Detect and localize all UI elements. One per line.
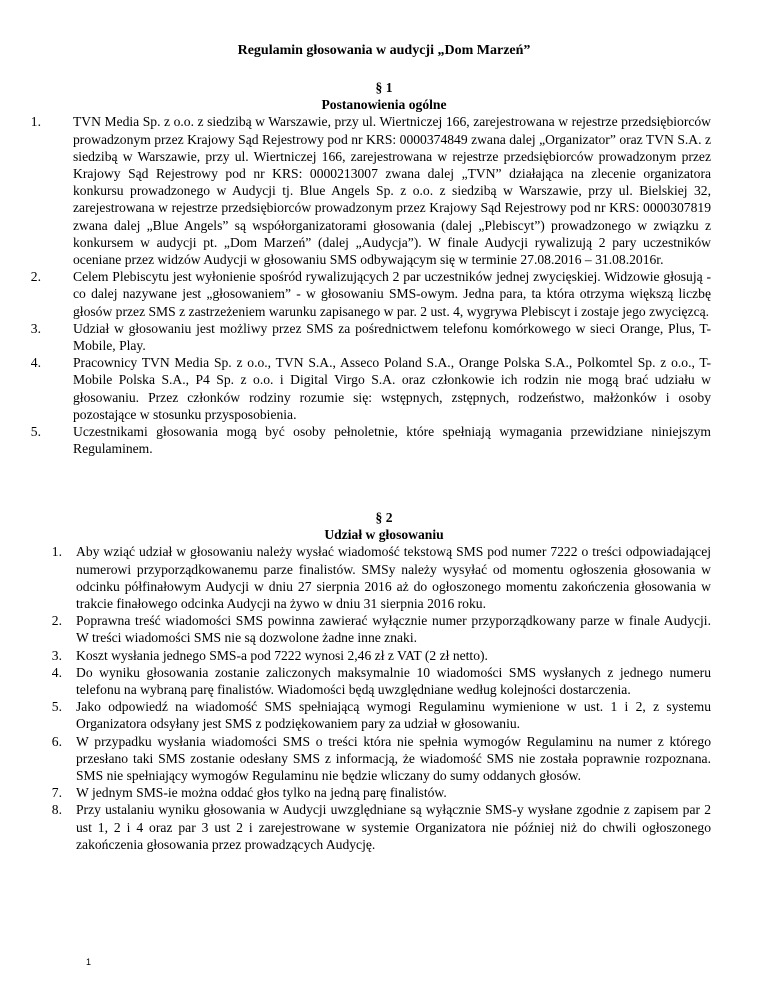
item-text: Pracownicy TVN Media Sp. z o.o., TVN S.A., Asseco Poland S.A., Orange Polska S.A., Polkomtel Sp. z o.o., T-Mobile Polska S.A., P4 Sp. z o.o. i Digital Virgo S.A. oraz członkowie ich rodzin nie mogą brać udziału w głosowaniu. Przez członków rodziny rozumie się: wstępnych, zstępnych, rodzeństwo, małżonków i osoby pozostające w stosunku przysposobienia.: [73, 355, 711, 422]
item-text: Aby wziąć udział w głosowaniu należy wysłać wiadomość tekstową SMS pod numer 7222 o treści odpowiadającej numerowi przyporządkowanemu parze finalistów. SMSy należy wysyłać od momentu ogłoszenia głosowania w odcinku półfinałowym Audycji w dniu 27 sierpnia 2016 aż do ogłoszonego momentu zakończenia głosowania w trakcie finałowego odcinka Audycji na żywo w dniu 31 sierpnia 2016 roku.: [76, 544, 711, 612]
item-text: W jednym SMS-ie można oddać głos tylko na jedną parę finalistów.: [76, 785, 447, 801]
list-item: [30, 423, 711, 457]
section-number: § 2: [375, 510, 393, 525]
list-item: [51, 543, 711, 612]
section-1-list: [0, 113, 768, 457]
item-text: Celem Plebiscytu jest wyłonienie spośród rywalizujących 2 par uczestników jednej zwycięskiej. Widzowie głosują - co dalej nazywane jest „głosowaniem” - w głosowaniu SMS-owym. Jedna para, ta która otrzyma większą liczbę głosów przez SMS z zastrzeżeniem warunku zapisanego w par. 2 ust. 4, wygrywa Plebiscyt i zostaje jego zwycięzcą.: [73, 269, 711, 319]
item-text: TVN Media Sp. z o.o. z siedzibą w Warszawie, przy ul. Wiertniczej 166, zarejestrowana w rejestrze przedsiębiorców prowadzonym przez Krajowy Sąd Rejestrowy pod nr KRS: 0000374849 zwana dalej „Organizator” oraz TVN S.A. z siedzibą w Warszawie, przy ul. Wiertniczej 166, zarejestrowana w rejestrze przedsiębiorców prowadzonym przez Krajowy Sąd Rejestrowy pod nr KRS: 0000213007 zwana dalej „TVN” działająca na zlecenie organizatora konkursu prowadzonego w Audycji tj. Blue Angels Sp. z o.o. z siedzibą w Warszawie, przy ul. Bielskiej 32, zarejestrowana w rejestrze przedsiębiorców prowadzonym przez Krajowy Sąd Rejestrowy pod nr KRS: 0000307819 zwana dalej „Blue Angels” są współorganizatorami głosowania (dalej „Plebiscyt”) prowadzonego w związku z konkursem w audycji pt. „Dom Marzeń” (dalej „Audycja”). W finale Audycji rywalizują 2 pary uczestników oceniane przez widzów Audycji w głosowaniu SMS odbywającym się w terminie 27.08.2016 – 31.08.2016r.: [73, 114, 711, 268]
item-text: Udział w głosowaniu jest możliwy przez SMS za pośrednictwem telefonu komórkowego w sieci Orange, Plus, T-Mobile, Play.: [73, 320, 711, 354]
list-item: [51, 647, 711, 664]
list-item: [30, 268, 711, 320]
item-number: 2.: [51, 613, 62, 629]
list-item: [51, 698, 711, 732]
item-number: 6.: [51, 733, 62, 749]
list-item: [30, 320, 711, 354]
section-2-list: [0, 543, 768, 853]
item-text: Koszt wysłania jednego SMS-a pod 7222 wynosi 2,46 zł z VAT (2 zł netto).: [76, 647, 488, 663]
list-item: [51, 801, 711, 853]
document-title: Regulamin głosowania w audycji „Dom Marzeń”: [237, 43, 531, 58]
section-heading: Postanowienia ogólne: [321, 97, 447, 113]
item-number: 7.: [51, 785, 62, 801]
item-number: 2.: [30, 269, 41, 285]
section-1: [0, 79, 768, 457]
list-item: [30, 113, 711, 268]
item-number: 5.: [30, 424, 41, 440]
item-number: 1.: [51, 544, 62, 560]
section-number: § 1: [375, 80, 393, 95]
list-item: [30, 354, 711, 423]
list-item: [51, 612, 711, 646]
section-heading: Udział w głosowaniu: [324, 527, 444, 543]
page-number: 1: [86, 957, 92, 967]
item-text: Jako odpowiedź na wiadomość SMS spełniającą wymogi Regulaminu wymienione w ust. 1 i 2, z systemu Organizatora odsyłany jest SMS z podziękowaniem pary za udział w głosowaniu.: [76, 699, 711, 732]
item-number: 3.: [51, 647, 62, 663]
section-2: [0, 509, 768, 853]
item-number: 1.: [30, 114, 41, 130]
item-number: 5.: [51, 699, 62, 715]
item-text: W przypadku wysłania wiadomości SMS o treści która nie spełnia wymogów Regulaminu na numer z którego przesłano taki SMS zostanie odesłany SMS z informacją, że wiadomość SMS nie została poprawnie rozpoznana. SMS nie spełniający wymogów Regulaminu nie będzie wliczany do sumy oddanych głosów.: [76, 733, 711, 784]
item-text: Do wyniku głosowania zostanie zaliczonych maksymalnie 10 wiadomości SMS wysłanych z jednego numeru telefonu na wybraną parę finalistów. Wiadomości będą uwzględniane według kolejności dostarczenia.: [76, 664, 711, 698]
item-text: Uczestnikami głosowania mogą być osoby pełnoletnie, które spełniają wymagania przewidziane niniejszym Regulaminem.: [73, 424, 711, 457]
list-item: [51, 664, 711, 698]
item-number: 3.: [30, 320, 41, 336]
item-number: 8.: [51, 802, 62, 818]
item-number: 4.: [30, 355, 41, 371]
item-text: Przy ustalaniu wyniku głosowania w Audycji uwzględniane są wyłącznie SMS-y wysłane zgodnie z zapisem par 2 ust 1, 2 i 4 oraz par 3 ust 2 i zarejestrowane w systemie Organizatora nie później niż do chwili ogłoszonego zakończenia głosowania przez prowadzących Audycję.: [76, 802, 711, 852]
list-item: [51, 733, 711, 785]
item-number: 4.: [51, 664, 62, 680]
item-text: Poprawna treść wiadomości SMS powinna zawierać wyłącznie numer przyporządkowany parze w finale Audycji. W treści wiadomości SMS nie są dozwolone żadne inne znaki.: [76, 613, 711, 646]
list-item: [51, 784, 711, 801]
